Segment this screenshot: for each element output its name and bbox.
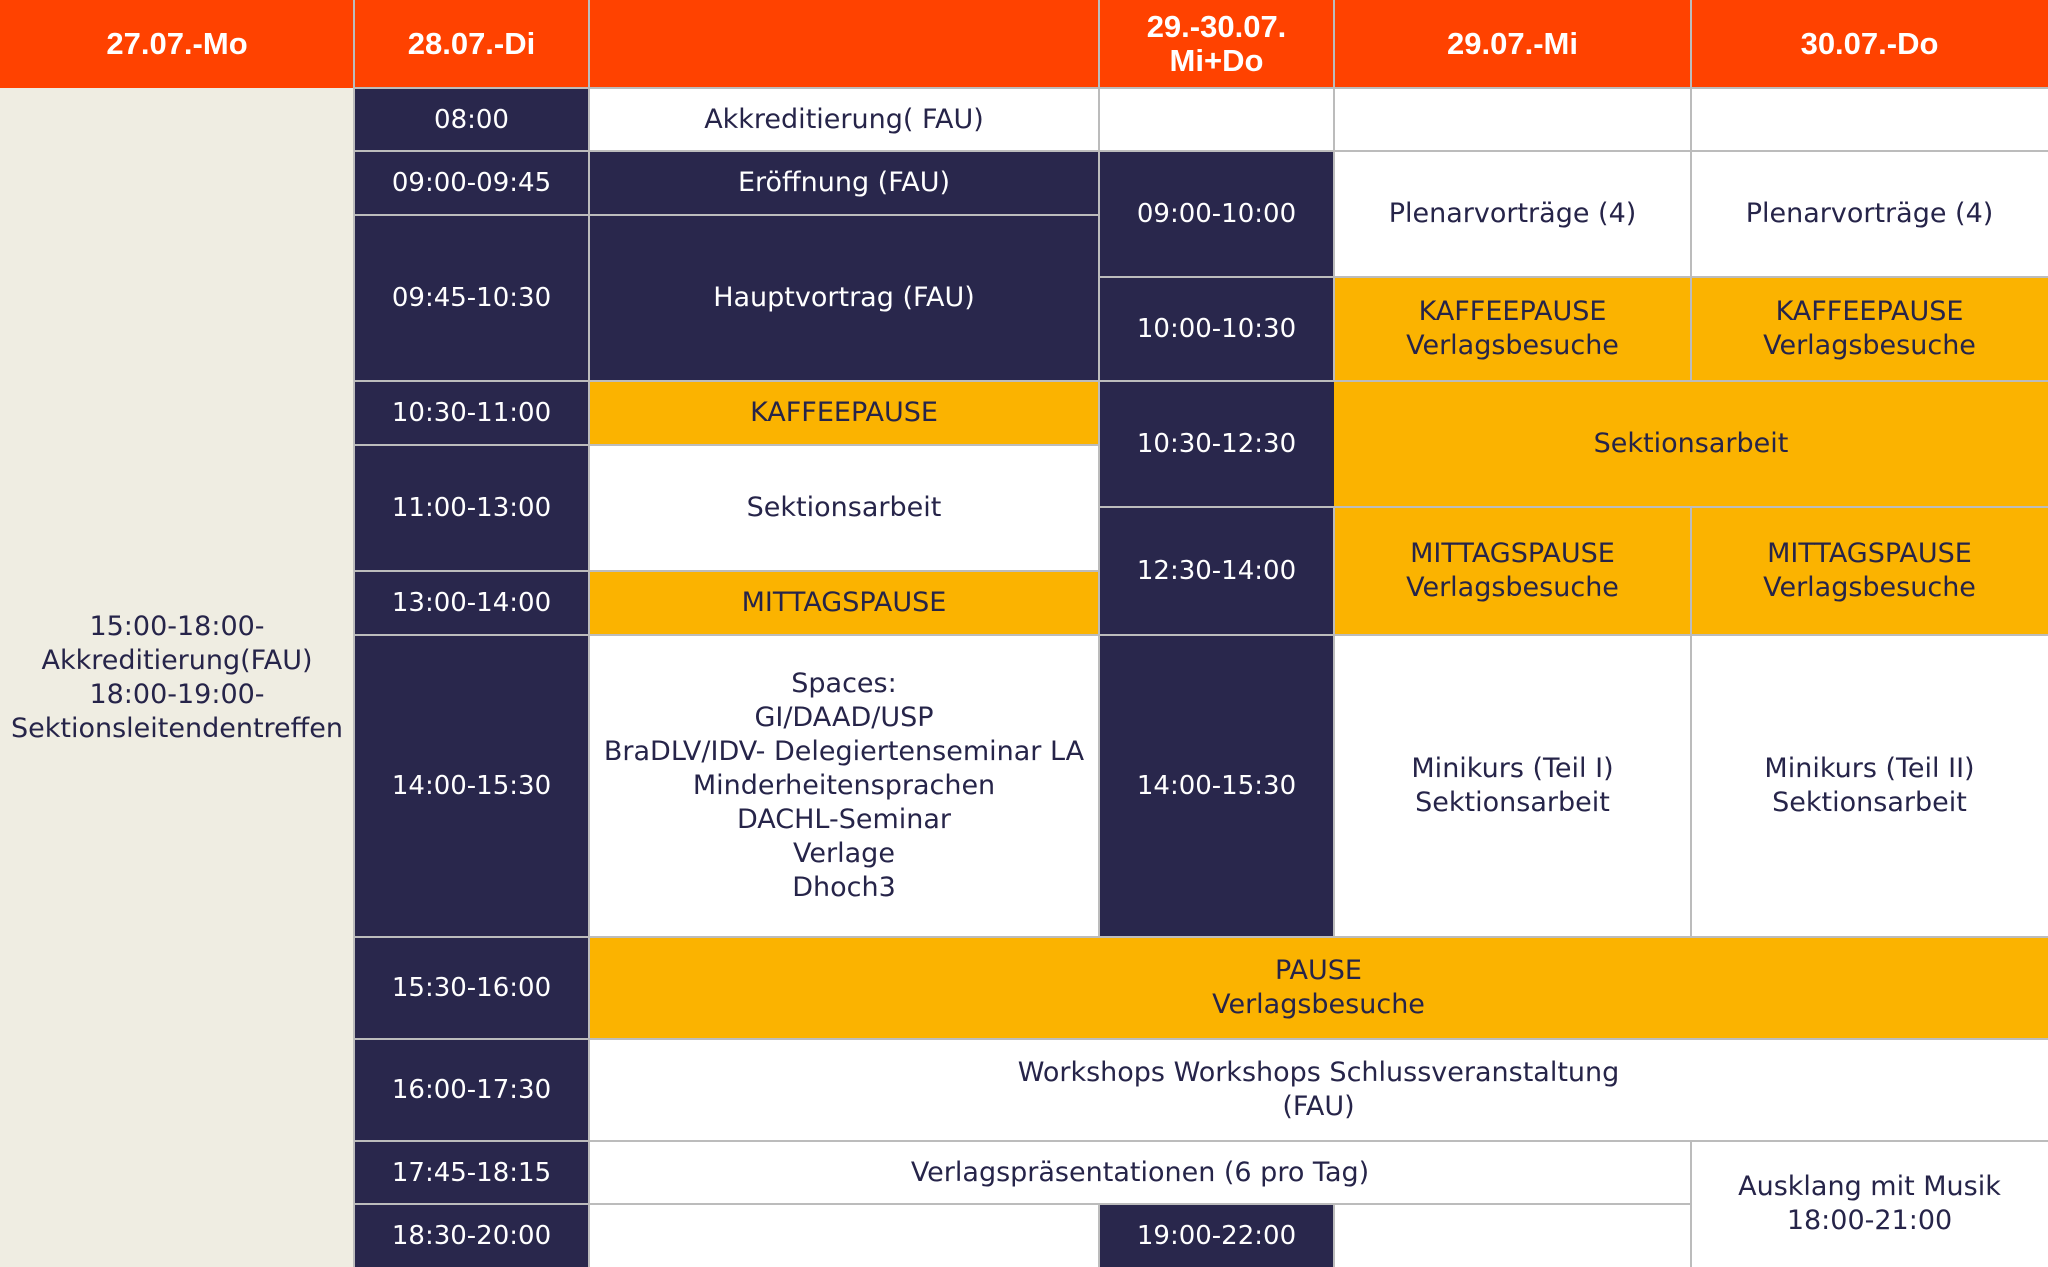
empty-cell (1334, 1204, 1691, 1267)
time-slot: 10:30-11:00 (354, 381, 589, 445)
plenarvortraege-wednesday: Plenarvorträge (4) (1334, 151, 1691, 277)
empty-cell (1691, 88, 2048, 151)
kaffeepause-thursday: KAFFEEPAUSE Verlagsbesuche (1691, 277, 2048, 381)
time-slot: 13:00-14:00 (354, 571, 589, 635)
time-slot: 10:00-10:30 (1099, 277, 1334, 381)
time-slot: 16:00-17:30 (354, 1039, 589, 1141)
header-tuesday: 28.07.-Di (354, 0, 589, 88)
verlagspraesentationen-session: Verlagspräsentationen (6 pro Tag) (589, 1141, 1691, 1204)
time-slot: 14:00-15:30 (354, 635, 589, 937)
sektionsarbeit-session: Sektionsarbeit (589, 445, 1099, 571)
hauptvortrag-session: Hauptvortrag (FAU) (589, 215, 1099, 381)
workshops-session: Workshops Workshops Schlussveranstaltung (FAU) (589, 1039, 2048, 1141)
sektionsarbeit-wed-thu: Sektionsarbeit (1334, 381, 2048, 507)
header-wed-thu: 29.-30.07. Mi+Do (1099, 0, 1334, 88)
time-slot: 09:45-10:30 (354, 215, 589, 381)
empty-cell (1099, 88, 1334, 151)
time-slot: 09:00-10:00 (1099, 151, 1334, 277)
time-slot: 11:00-13:00 (354, 445, 589, 571)
akkreditierung-session: Akkreditierung( FAU) (589, 88, 1099, 151)
spaces-session: Spaces: GI/DAAD/USP BraDLV/IDV- Delegiertenseminar LA Minderheitensprachen DACHL-Seminar Verlage Dhoch3 (589, 635, 1099, 937)
header-thursday: 30.07.-Do (1691, 0, 2048, 88)
plenarvortraege-thursday: Plenarvorträge (4) (1691, 151, 2048, 277)
mittagspause-thursday: MITTAGSPAUSE Verlagsbesuche (1691, 507, 2048, 635)
time-slot: 17:45-18:15 (354, 1141, 589, 1204)
minikurs-thursday: Minikurs (Teil II) Sektionsarbeit (1691, 635, 2048, 937)
time-slot: 12:30-14:00 (1099, 507, 1334, 635)
time-slot: 08:00 (354, 88, 589, 151)
eroeffnung-session: Eröffnung (FAU) (589, 151, 1099, 215)
time-slot: 15:30-16:00 (354, 937, 589, 1039)
empty-cell (589, 1204, 1099, 1267)
ausklang-session: Ausklang mit Musik 18:00-21:00 (1691, 1141, 2048, 1267)
monday-events: 15:00-18:00- Akkreditierung(FAU) 18:00-19:00- Sektionsleitendentreffen (0, 88, 354, 1267)
time-slot: 10:30-12:30 (1099, 381, 1334, 507)
mittagspause-wednesday: MITTAGSPAUSE Verlagsbesuche (1334, 507, 1691, 635)
header-monday: 27.07.-Mo (0, 0, 354, 88)
mittagspause-session: MITTAGSPAUSE (589, 571, 1099, 635)
kaffeepause-wednesday: KAFFEEPAUSE Verlagsbesuche (1334, 277, 1691, 381)
minikurs-wednesday: Minikurs (Teil I) Sektionsarbeit (1334, 635, 1691, 937)
header-tuesday-program (589, 0, 1099, 88)
time-slot: 09:00-09:45 (354, 151, 589, 215)
time-slot: 14:00-15:30 (1099, 635, 1334, 937)
pause-session: PAUSE Verlagsbesuche (589, 937, 2048, 1039)
empty-cell (1334, 88, 1691, 151)
kaffeepause-session: KAFFEEPAUSE (589, 381, 1099, 445)
time-slot: 19:00-22:00 (1099, 1204, 1334, 1267)
time-slot: 18:30-20:00 (354, 1204, 589, 1267)
header-wednesday: 29.07.-Mi (1334, 0, 1691, 88)
